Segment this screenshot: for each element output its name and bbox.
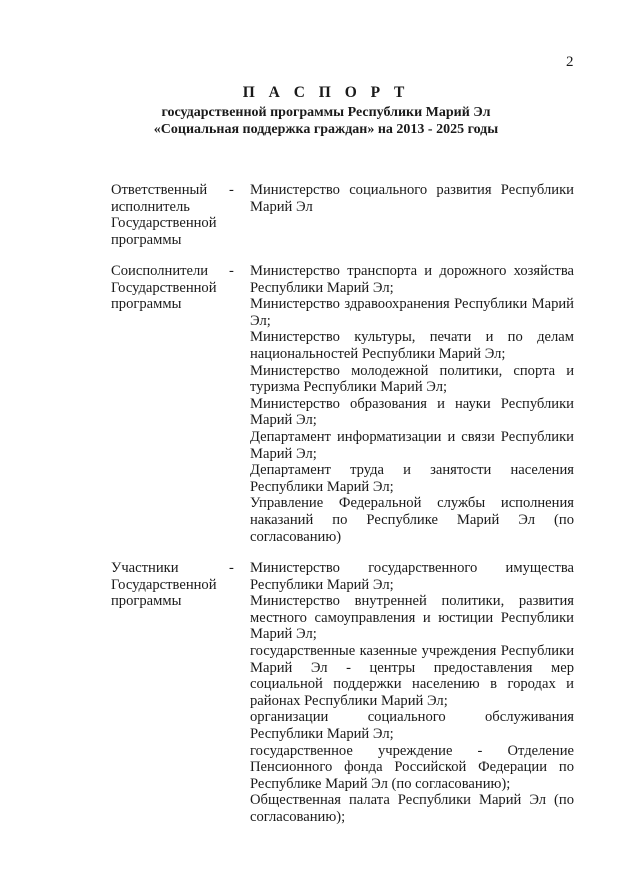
section-label: Ответственный исполнитель Государственной программы [111,182,217,248]
subtitle-line-2: «Социальная поддержка граждан» на 2013 - 2025 годы [153,122,499,137]
section-dash: - [229,263,234,279]
list-item: Министерство внутренней политики, развития местного самоуправления и юстиции Республики Марий Эл; [250,593,574,643]
document-title: П А С П О Р Т [242,84,410,101]
list-item: Министерство здравоохранения Республики Марий Эл; [250,296,574,329]
section-content [250,182,574,215]
list-item: Министерство молодежной политики, спорта и туризма Республики Марий Эл; [250,362,574,396]
document-subtitle [0,104,640,138]
list-item: государственное учреждение - Отделение Пенсионного фонда Российской Федерации по Республике Марий Эл (по согласованию); [250,742,574,792]
list-item: Департамент информатизации и связи Республики Марий Эл; [250,428,574,462]
list-item: Министерство транспорта и дорожного хозяйства Республики Марий Эл; [250,263,574,296]
section-content [250,560,574,826]
subtitle-line-1: государственной программы Республики Марий Эл [161,105,491,120]
list-item: Управление Федеральной службы исполнения наказаний по Республике Марий Эл (по согласованию) [250,495,574,545]
section-content [250,263,574,545]
section-label: Соисполнители Государственной программы [111,263,217,313]
list-item: Министерство образования и науки Республики Марий Эл; [250,395,574,429]
list-item: Департамент труда и занятости населения Республики Марий Эл; [250,462,574,495]
list-item: Министерство социального развития Республики Марий Эл [250,182,574,215]
list-item: Министерство культуры, печати и по делам национальностей Республики Марий Эл; [250,329,574,362]
section-label: Участники Государственной программы [111,560,217,610]
list-item: Министерство государственного имущества Республики Марий Эл; [250,560,574,593]
list-item: Общественная палата Республики Марий Эл (по согласованию); [250,792,574,825]
list-item: организации социального обслуживания Республики Марий Эл; [250,709,574,742]
section-dash: - [229,560,234,576]
list-item: государственные казенные учреждения Республики Марий Эл - центры предоставления мер социальной поддержки населению в городах и районах Республики Марий Эл; [250,642,574,709]
section-dash: - [229,182,234,198]
page-number: 2 [566,54,574,70]
